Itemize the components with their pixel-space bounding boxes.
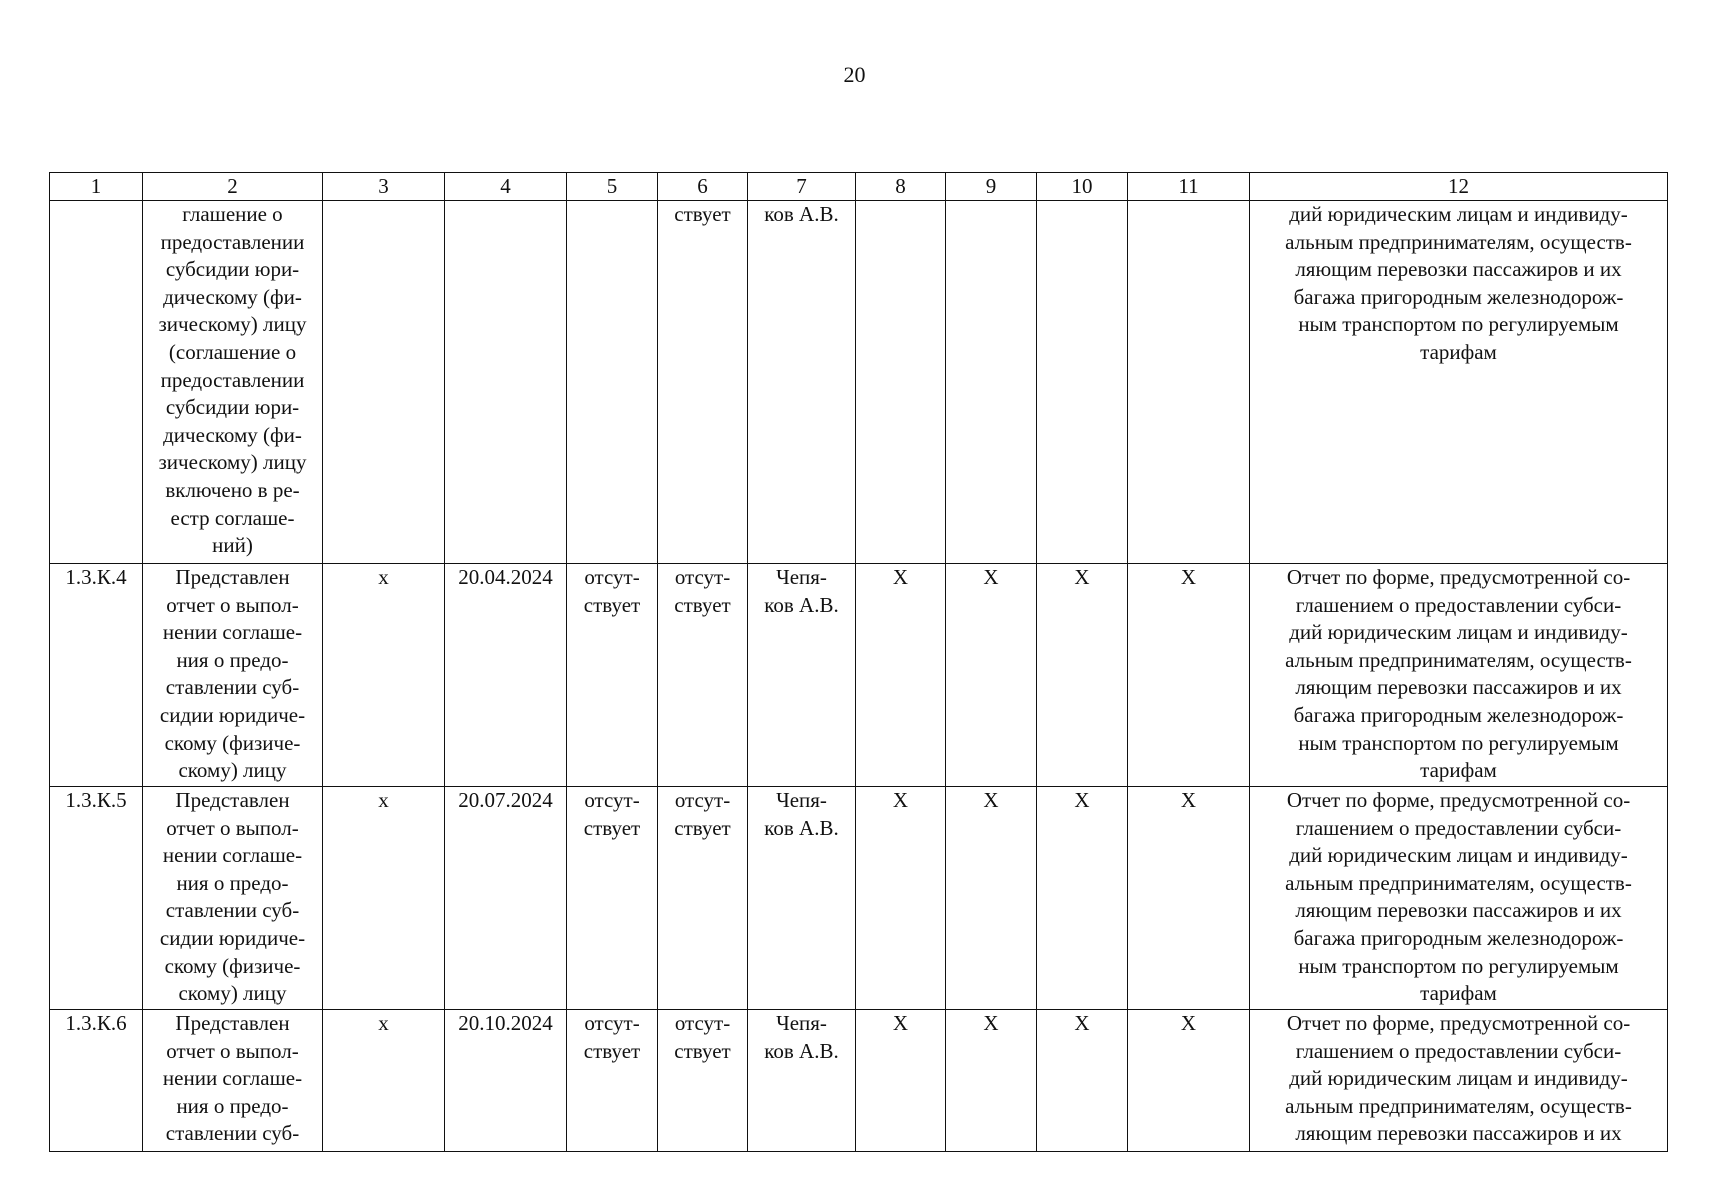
cell-col8: Х — [856, 564, 946, 787]
table-header-row — [50, 173, 1668, 201]
cell-responsible: ков А.В. — [748, 201, 856, 564]
cell-col8: Х — [856, 1010, 946, 1152]
cell-col9: Х — [946, 564, 1037, 787]
cell-col8: Х — [856, 787, 946, 1010]
header-cell: 6 — [658, 173, 748, 201]
cell-col3: х — [323, 787, 445, 1010]
table-row — [50, 564, 1668, 787]
header-cell: 1 — [50, 173, 143, 201]
cell-col10: Х — [1037, 564, 1128, 787]
cell-description: Представлен отчет о выпол- нении соглаше- ния о предо- ставлении суб- — [143, 1010, 323, 1152]
cell-description: Представлен отчет о выпол- нении соглаше- ния о предо- ставлении суб- сидии юридиче- скому (физиче- скому) лицу — [143, 564, 323, 787]
cell-number: 1.3.К.4 — [50, 564, 143, 787]
cell-col8 — [856, 201, 946, 564]
cell-responsible: Чепя- ков А.В. — [748, 564, 856, 787]
cell-document: Отчет по форме, предусмотренной со- глашением о предоставлении субси- дий юридическим лицам и индивиду- альным предпринимателям, осуществ- ляющим перевозки пассажиров и их багажа пригородным железнодорож- ным транспортом по регулируемым тарифам — [1250, 787, 1668, 1010]
cell-col3: х — [323, 1010, 445, 1152]
cell-date — [445, 201, 567, 564]
cell-col6: отсут- ствует — [658, 564, 748, 787]
cell-col10: Х — [1037, 1010, 1128, 1152]
header-cell: 9 — [946, 173, 1037, 201]
cell-col5: отсут- ствует — [567, 1010, 658, 1152]
header-cell: 5 — [567, 173, 658, 201]
cell-document: Отчет по форме, предусмотренной со- глашением о предоставлении субси- дий юридическим лицам и индивиду- альным предпринимателям, осуществ- ляющим перевозки пассажиров и их — [1250, 1010, 1668, 1152]
cell-col6: отсут- ствует — [658, 787, 748, 1010]
cell-col5: отсут- ствует — [567, 564, 658, 787]
cell-col3: х — [323, 564, 445, 787]
cell-document: дий юридическим лицам и индивиду- альным предпринимателям, осуществ- ляющим перевозки пассажиров и их багажа пригородным железнодорож- ным транспортом по регулируемым тарифам — [1250, 201, 1668, 564]
cell-date: 20.07.2024 — [445, 787, 567, 1010]
cell-col9: Х — [946, 787, 1037, 1010]
header-cell: 7 — [748, 173, 856, 201]
cell-col5: отсут- ствует — [567, 787, 658, 1010]
table-row — [50, 1010, 1668, 1152]
cell-number — [50, 201, 143, 564]
cell-document: Отчет по форме, предусмотренной со- глашением о предоставлении субси- дий юридическим лицам и индивиду- альным предпринимателям, осуществ- ляющим перевозки пассажиров и их багажа пригородным железнодорож- ным транспортом по регулируемым тарифам — [1250, 564, 1668, 787]
cell-description: Представлен отчет о выпол- нении соглаше- ния о предо- ставлении суб- сидии юридиче- скому (физиче- скому) лицу — [143, 787, 323, 1010]
cell-date: 20.04.2024 — [445, 564, 567, 787]
cell-col11: Х — [1128, 787, 1250, 1010]
cell-responsible: Чепя- ков А.В. — [748, 787, 856, 1010]
cell-number: 1.3.К.5 — [50, 787, 143, 1010]
cell-col9: Х — [946, 1010, 1037, 1152]
cell-col11 — [1128, 201, 1250, 564]
cell-description: глашение о предоставлении субсидии юри- дическому (фи- зическому) лицу (соглашение о предоставлении субсидии юри- дическому (фи- зическому) лицу включено в ре- естр соглаше- ний) — [143, 201, 323, 564]
header-cell: 12 — [1250, 173, 1668, 201]
document-table — [49, 172, 1668, 1152]
cell-col6: ствует — [658, 201, 748, 564]
header-cell: 11 — [1128, 173, 1250, 201]
cell-col5 — [567, 201, 658, 564]
cell-date: 20.10.2024 — [445, 1010, 567, 1152]
header-cell: 3 — [323, 173, 445, 201]
header-cell: 10 — [1037, 173, 1128, 201]
cell-col3 — [323, 201, 445, 564]
table-row — [50, 787, 1668, 1010]
cell-col10: Х — [1037, 787, 1128, 1010]
cell-number: 1.3.К.6 — [50, 1010, 143, 1152]
table-row — [50, 201, 1668, 564]
header-cell: 2 — [143, 173, 323, 201]
page-number: 20 — [843, 62, 866, 87]
header-cell: 8 — [856, 173, 946, 201]
header-cell: 4 — [445, 173, 567, 201]
cell-col11: Х — [1128, 564, 1250, 787]
cell-col10 — [1037, 201, 1128, 564]
cell-col9 — [946, 201, 1037, 564]
cell-col11: Х — [1128, 1010, 1250, 1152]
cell-col6: отсут- ствует — [658, 1010, 748, 1152]
cell-responsible: Чепя- ков А.В. — [748, 1010, 856, 1152]
